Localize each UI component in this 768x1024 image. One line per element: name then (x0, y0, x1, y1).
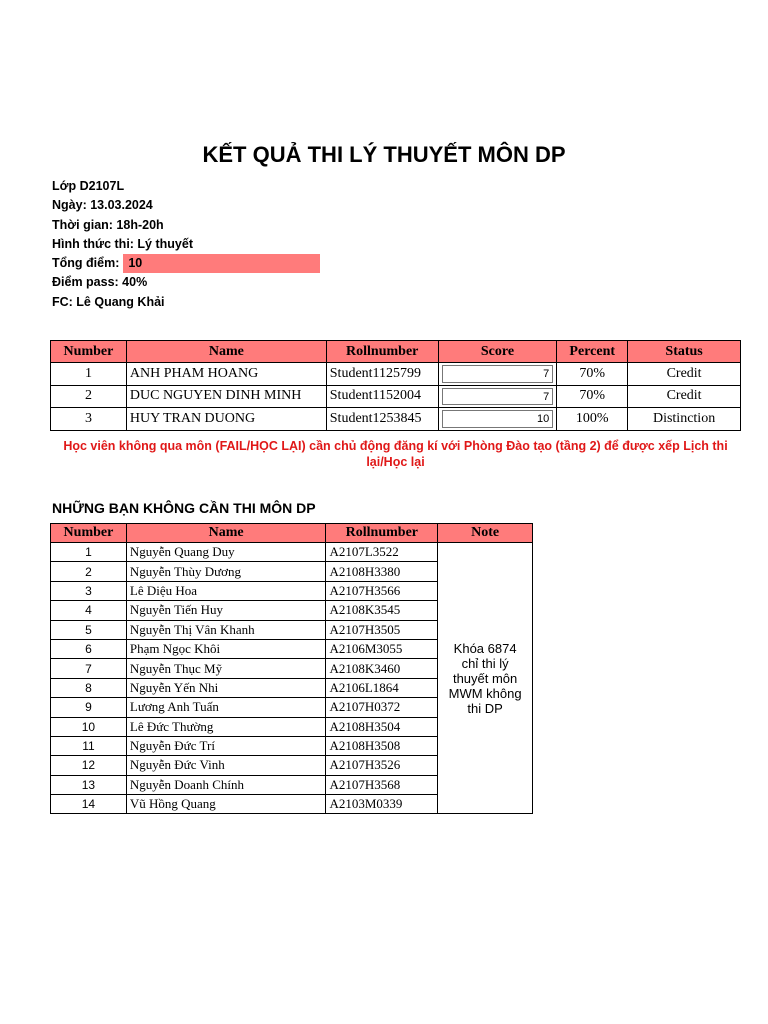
exempt-table (50, 523, 533, 814)
row-number: 5 (51, 620, 127, 639)
exempt-header-row (51, 524, 533, 543)
row-number: 2 (51, 562, 127, 581)
row-rollnumber: A2108H3380 (326, 562, 438, 581)
row-number: 12 (51, 756, 127, 775)
time-line: Thời gian: 18h-20h (52, 217, 164, 232)
class-line: Lớp D2107L (52, 179, 125, 193)
row-rollnumber: A2107L3522 (326, 543, 438, 562)
row-name: Nguyễn Doanh Chính (126, 775, 326, 794)
row-name: Nguyễn Quang Duy (126, 543, 326, 562)
row-name: Nguyễn Thục Mỹ (126, 659, 326, 678)
col-rollnumber: Rollnumber (326, 524, 438, 543)
row-percent: 100% (557, 408, 628, 431)
col-number: Number (51, 341, 127, 363)
row-number: 8 (51, 678, 127, 697)
row-score[interactable]: 7 (442, 365, 554, 383)
row-score[interactable]: 7 (442, 388, 554, 406)
row-score-cell (438, 408, 557, 431)
row-rollnumber: A2103M0339 (326, 795, 438, 814)
row-rollnumber: A2108H3508 (326, 736, 438, 755)
row-number: 13 (51, 775, 127, 794)
results-table (50, 340, 741, 431)
row-rollnumber: A2108K3545 (326, 601, 438, 620)
row-name: Nguyễn Yến Nhi (126, 678, 326, 697)
row-number: 9 (51, 698, 127, 717)
col-score: Score (438, 341, 557, 363)
row-name: Lương Anh Tuấn (126, 698, 326, 717)
row-name: Nguyễn Đức Vinh (126, 756, 326, 775)
row-number: 10 (51, 717, 127, 736)
pass-line: Điểm pass: 40% (52, 275, 148, 290)
row-status: Distinction (628, 408, 741, 431)
row-rollnumber: Student1253845 (326, 408, 438, 431)
row-rollnumber: A2107H3526 (326, 756, 438, 775)
row-name: DUC NGUYEN DINH MINH (126, 385, 326, 408)
row-number: 1 (51, 363, 127, 386)
date-line: Ngày: 13.03.2024 (52, 198, 153, 213)
row-rollnumber: A2107H0372 (326, 698, 438, 717)
col-note: Note (438, 524, 533, 543)
row-name: Nguyễn Tiến Huy (126, 601, 326, 620)
row-rollnumber: Student1152004 (326, 385, 438, 408)
row-score-cell (438, 363, 557, 386)
row-name: HUY TRAN DUONG (126, 408, 326, 431)
row-percent: 70% (557, 363, 628, 386)
row-rollnumber: A2108K3460 (326, 659, 438, 678)
row-rollnumber: A2107H3505 (326, 620, 438, 639)
row-percent: 70% (557, 385, 628, 408)
table-row (51, 385, 741, 408)
col-name: Name (126, 524, 326, 543)
table-row (51, 408, 741, 431)
row-rollnumber: A2108H3504 (326, 717, 438, 736)
row-name: Nguyễn Thị Vân Khanh (126, 620, 326, 639)
row-rollnumber: A2106L1864 (326, 678, 438, 697)
row-score[interactable]: 10 (442, 410, 554, 428)
row-number: 1 (51, 543, 127, 562)
form-line: Hình thức thi: Lý thuyết (52, 236, 193, 251)
row-status: Credit (628, 385, 741, 408)
exempt-section-title: NHỮNG BẠN KHÔNG CẦN THI MÔN DP (52, 500, 316, 516)
col-rollnumber: Rollnumber (326, 341, 438, 363)
row-name: Phạm Ngọc Khôi (126, 639, 326, 658)
fail-notice: Học viên không qua môn (FAIL/HỌC LẠI) cần chủ động đăng kí với Phòng Đào tạo (tầng 2) để được xếp Lịch thi lại/Học lại (63, 439, 728, 469)
row-name: ANH PHAM HOANG (126, 363, 326, 386)
row-number: 3 (51, 581, 127, 600)
row-rollnumber: A2106M3055 (326, 639, 438, 658)
row-number: 2 (51, 385, 127, 408)
fc-line: FC: Lê Quang Khải (52, 294, 165, 309)
row-number: 7 (51, 659, 127, 678)
row-status: Credit (628, 363, 741, 386)
row-score-cell (438, 385, 557, 408)
row-number: 4 (51, 601, 127, 620)
col-name: Name (126, 341, 326, 363)
row-rollnumber: A2107H3568 (326, 775, 438, 794)
row-name: Nguyễn Đức Trí (126, 736, 326, 755)
row-name: Nguyễn Thùy Dương (126, 562, 326, 581)
row-name: Lê Diệu Hoa (126, 581, 326, 600)
results-header-row (51, 341, 741, 363)
page-title: KẾT QUẢ THI LÝ THUYẾT MÔN DP (202, 142, 566, 167)
row-rollnumber: A2107H3566 (326, 581, 438, 600)
row-number: 6 (51, 639, 127, 658)
total-line (52, 254, 320, 273)
table-row (51, 363, 741, 386)
row-name: Vũ Hồng Quang (126, 795, 326, 814)
total-label: Tổng điểm: (52, 256, 120, 271)
exempt-note: Khóa 6874 chỉ thi lý thuyết môn MWM không thi DP (438, 543, 533, 814)
col-percent: Percent (557, 341, 628, 363)
row-name: Lê Đức Thường (126, 717, 326, 736)
col-number: Number (51, 524, 127, 543)
col-status: Status (628, 341, 741, 363)
row-number: 11 (51, 736, 127, 755)
exam-info (52, 177, 320, 312)
total-value: 10 (123, 254, 320, 273)
row-rollnumber: Student1125799 (326, 363, 438, 386)
table-row (51, 543, 533, 562)
row-number: 3 (51, 408, 127, 431)
row-number: 14 (51, 795, 127, 814)
